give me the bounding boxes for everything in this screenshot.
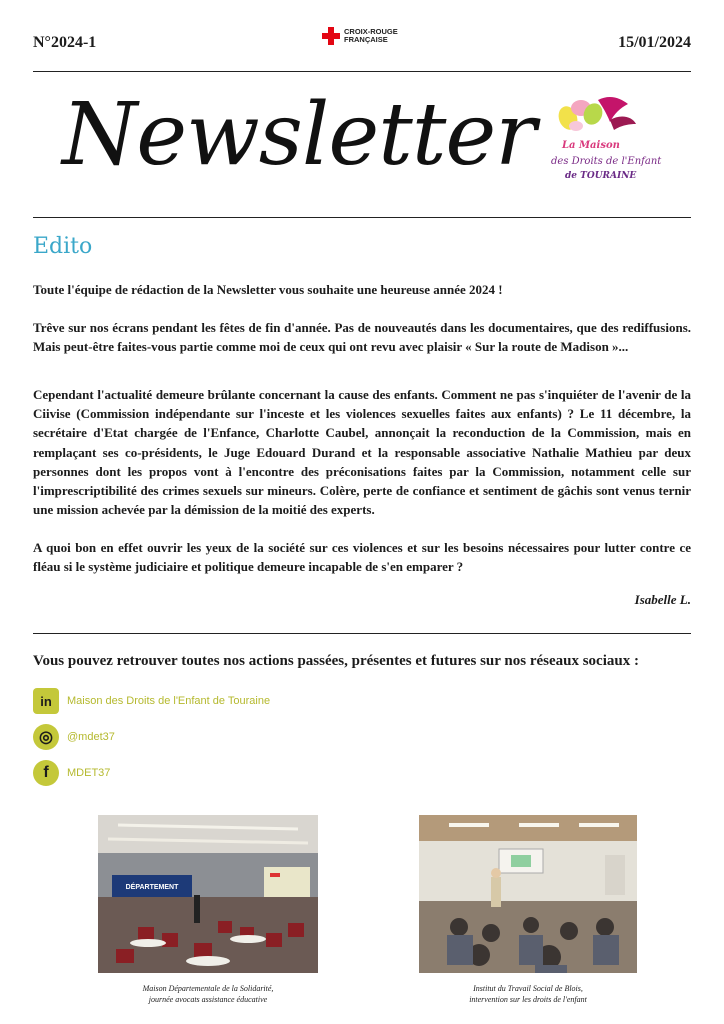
social-link-label: Maison des Droits de l'Enfant de Touraine (67, 695, 271, 707)
edito-paragraph-3: Cependant l'actualité demeure brûlante concernant la cause des enfants. Comment ne pas s'inquiéter de l'avenir de la Ciivise (Commission indépendante sur l'inceste et les violences sexuelles faites aux enfants) ? Le 11 décembre, la secrétaire d'Etat chargée de l'Enfance, Charlotte Caubel, annonçait la reconduction de la Commission, mais en remplaçant ses co-présidents, le Juge Edouard Durand et la responsable associative Nathalie Mathieu par deux personnes dont les propos vont à l'encontre des préconisations faites par la Commission, notamment celle sur l'imprescriptibilité des crimes sexuels sur mineurs. Colère, perte de confiance et sentiment de gâchis sont venus ternir une mission achevée par la démission de la moitié des experts. (33, 387, 691, 518)
social-link-label: MDET37 (67, 767, 111, 779)
red-cross-logo (322, 27, 398, 45)
photo-conference-room (98, 815, 318, 973)
issue-number: N°2024-1 (33, 34, 97, 51)
linkedin-icon: in (33, 688, 59, 714)
title-divider (33, 217, 691, 218)
facebook-icon: f (33, 760, 59, 786)
edito-divider (33, 633, 691, 634)
logo-text-line2: des Droits de l'Enfant (551, 156, 662, 167)
caption-line: journée avocats assistance éducative (148, 995, 268, 1004)
photo-caption-2 (398, 983, 658, 1005)
social-link-label: @mdet37 (67, 731, 115, 743)
photo-classroom (419, 815, 637, 973)
top-divider (33, 71, 691, 72)
caption-line: Institut du Travail Social de Blois, (473, 984, 583, 993)
edito-signature: Isabelle L. (634, 592, 691, 607)
edito-paragraph-2: Trêve sur nos écrans pendant les fêtes de fin d'année. Pas de nouveautés dans les documentaires, que des rediffusions. Mais peut-être faites-vous partie comme moi de ceux qui ont revu avec plaisir « Sur la route de Madison »... (33, 320, 691, 355)
photo-caption-1 (78, 983, 338, 1005)
logo-text-line1: La Maison (562, 140, 620, 151)
caption-line: Maison Départementale de la Solidarité, (142, 984, 274, 993)
caption-line: intervention sur les droits de l'enfant (469, 995, 587, 1004)
red-cross-name-line2: FRANÇAISE (344, 35, 388, 44)
red-cross-icon (322, 27, 340, 45)
social-link-linkedin[interactable] (33, 688, 270, 714)
social-heading: Vous pouvez retrouver toutes nos actions passées, présentes et futures sur nos réseaux sociaux : (33, 653, 639, 669)
red-cross-name (344, 28, 398, 44)
instagram-icon: ◎ (33, 724, 59, 750)
edito-paragraph-4: A quoi bon en effet ouvrir les yeux de la société sur ces violences et sur les besoins nécessaires pour lutter contre ce fléau si le système judiciaire et politique demeure incapable de s'en emparer ? (33, 540, 691, 575)
newsletter-title: Newsletter (62, 85, 536, 185)
photo-screen-label: DÉPARTEMENT (125, 884, 179, 891)
edito-paragraph-1: Toute l'équipe de rédaction de la Newsletter vous souhaite une heureuse année 2024 ! (33, 282, 503, 297)
red-cross-name-line1: CROIX-ROUGE (344, 27, 398, 36)
social-link-facebook[interactable] (33, 760, 110, 786)
edito-heading: Edito (33, 234, 93, 259)
issue-date: 15/01/2024 (618, 34, 691, 51)
logo-text-line3: de TOURAINE (565, 171, 637, 181)
social-link-instagram[interactable] (33, 724, 115, 750)
